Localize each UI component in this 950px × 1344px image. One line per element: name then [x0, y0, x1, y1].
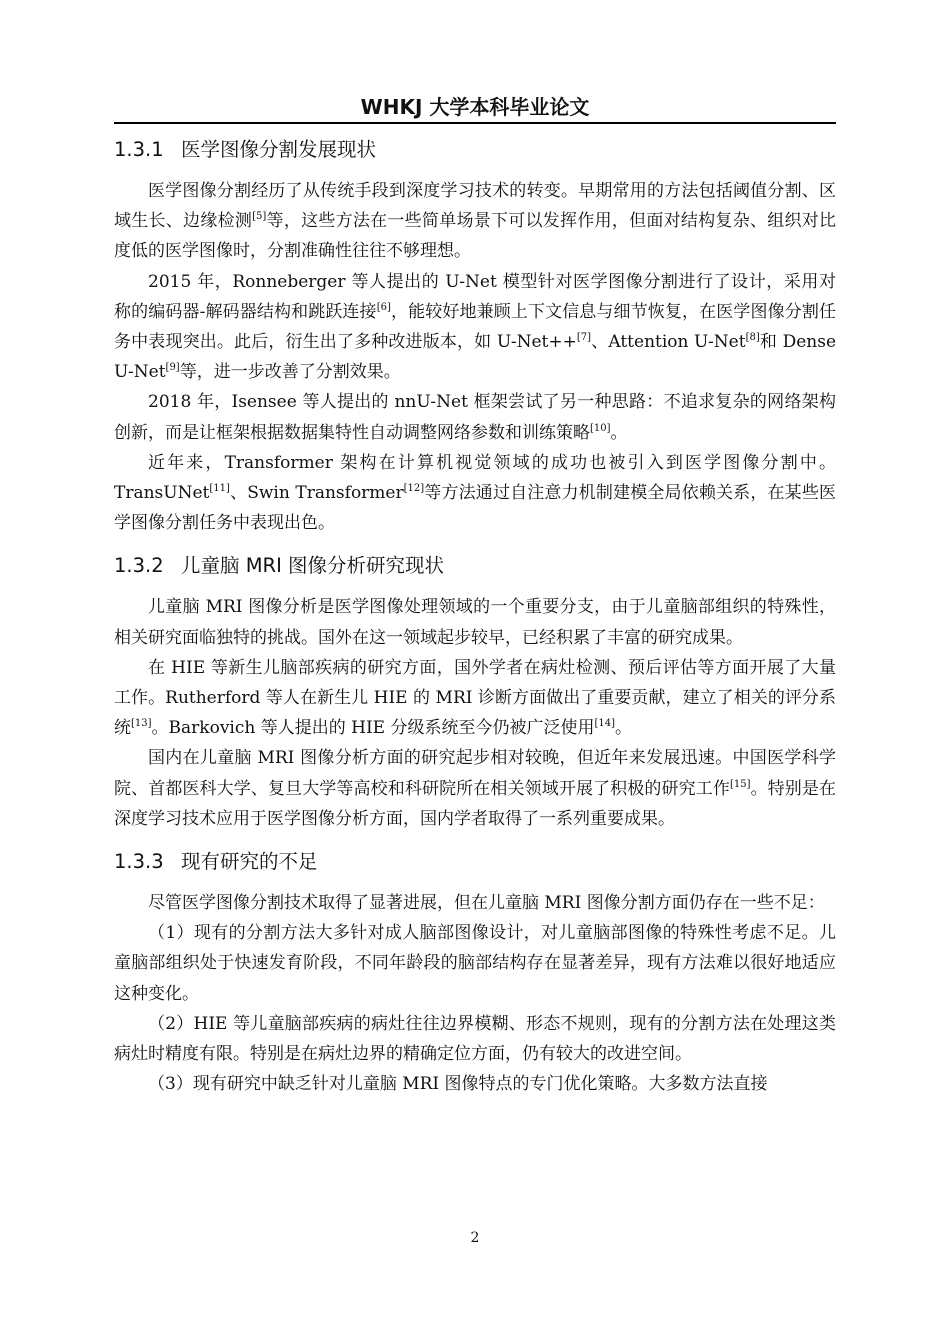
- text-run: 尽管医学图像分割技术取得了显著进展，但在儿童脑 MRI 图像分割方面仍存在一些不足：: [148, 893, 825, 914]
- citation: [8]: [745, 332, 760, 344]
- text-run: ，能较好地兼顾上下文信息与细节恢复，在医学图像分割任务中表现突出。此后，衍生出了多种改进版本，如 U-Net++: [114, 301, 837, 353]
- text-run: 。Barkovich 等人提出的 HIE 分级系统至今仍被广泛使用: [151, 718, 595, 739]
- text-run: 儿童脑 MRI 图像分析是医学图像处理领域的一个重要分支，由于儿童脑部组织的特殊性，相关研究面临独特的挑战。国外在这一领域起步较早，已经积累了丰富的研究成果。: [114, 597, 836, 648]
- text-run: 医学图像分割经历了从传统手段到深度学习技术的转变。早期常用的方法包括阈值分割、区域生长、边缘检测: [114, 181, 836, 232]
- citation: [14]: [594, 718, 616, 730]
- section-number: 1.3.1: [114, 138, 164, 161]
- paragraph: [114, 176, 836, 267]
- text-run: 。特别是在深度学习技术应用于医学图像分析方面，国内学者取得了一系列重要成果。: [114, 778, 837, 829]
- text-run: （1）现有的分割方法大多针对成人脑部图像设计，对儿童脑部图像的特殊性考虑不足。儿童脑部组织处于快速发育阶段，不同年龄段的脑部结构存在显著差异，现有方法难以很好地适应这种变化。: [114, 923, 836, 1004]
- citation: [13]: [131, 718, 152, 730]
- section-heading: [114, 552, 836, 580]
- text-run: 。: [615, 718, 633, 739]
- text-run: 、Attention U-Net: [591, 332, 746, 353]
- text-run: 近年来，Transformer 架构在计算机视觉领域的成功也被引入到医学图像分割中。TransUNet: [114, 452, 836, 504]
- page-number: 2: [470, 1230, 480, 1246]
- section-title: 现有研究的不足: [181, 850, 318, 874]
- section-title: 儿童脑 MRI 图像分析研究现状: [181, 554, 445, 578]
- section-title: 医学图像分割发展现状: [181, 138, 377, 161]
- text-run: 在 HIE 等新生儿脑部疾病的研究方面，国外学者在病灶检测、预后评估等方面开展了大量工作。Rutherford 等人在新生儿 HIE 的 MRI 诊断方面做出了重要贡献，建立了相关的评分系统: [114, 657, 836, 739]
- citation: [15]: [729, 778, 751, 790]
- paragraph: [114, 448, 836, 539]
- list-item: [114, 1009, 836, 1069]
- text-run: （2）HIE 等儿童脑部疾病的病灶往往边界模糊、形态不规则，现有的分割方法在处理这类病灶时精度有限。特别是在病灶边界的精确定位方面，仍有较大的改进空间。: [114, 1013, 836, 1065]
- citation: [12]: [403, 483, 425, 495]
- text-run: 和 Dense U-Net: [114, 332, 837, 383]
- text-run: （3）现有研究中缺乏针对儿童脑 MRI 图像特点的专门优化策略。大多数方法直接: [148, 1074, 768, 1095]
- text-run: 。: [610, 422, 628, 443]
- paragraph: [114, 387, 836, 447]
- list-item: [114, 1069, 836, 1099]
- text-run: 等方法通过自注意力机制建模全局依赖关系，在某些医学图像分割任务中表现出色。: [114, 483, 836, 534]
- text-run: 、Swin Transformer: [229, 483, 404, 504]
- running-header: WHKJ 大学本科毕业论文: [360, 95, 590, 119]
- citation: [5]: [252, 211, 267, 223]
- list-item: [114, 918, 836, 1009]
- section-number: 1.3.2: [114, 554, 164, 578]
- paragraph: [114, 743, 836, 834]
- paragraph: [114, 592, 836, 652]
- section-heading: [114, 848, 836, 876]
- citation: [6]: [376, 301, 391, 313]
- text-run: 等，进一步改善了分割效果。: [179, 362, 401, 383]
- citation: [10]: [590, 422, 611, 434]
- paragraph: [114, 653, 836, 744]
- text-run: 国内在儿童脑 MRI 图像分析方面的研究起步相对较晚，但近年来发展迅速。中国医学科学院、首都医科大学、复旦大学等高校和科研院所在相关领域开展了积极的研究工作: [114, 748, 836, 799]
- paragraph: [114, 888, 836, 918]
- text-run: 2018 年，Isensee 等人提出的 nnU-Net 框架尝试了另一种思路：不追求复杂的网络架构创新，而是让框架根据数据集特性自动调整网络参数和训练策略: [114, 392, 836, 443]
- text-run: 2015 年，Ronneberger 等人提出的 U-Net 模型针对医学图像分割进行了设计，采用对称的编码器-解码器结构和跳跃连接: [114, 271, 836, 322]
- section-heading: [114, 136, 836, 164]
- paragraph: [114, 267, 836, 388]
- document-body: [114, 136, 836, 1099]
- text-run: 等，这些方法在一些简单场景下可以发挥作用，但面对结构复杂、组织对比度低的医学图像时，分割准确性往往不够理想。: [114, 211, 837, 262]
- citation: [7]: [576, 332, 592, 344]
- citation: [9]: [165, 362, 180, 374]
- citation: [11]: [209, 483, 230, 495]
- header-rule: [114, 122, 836, 124]
- section-number: 1.3.3: [114, 850, 164, 874]
